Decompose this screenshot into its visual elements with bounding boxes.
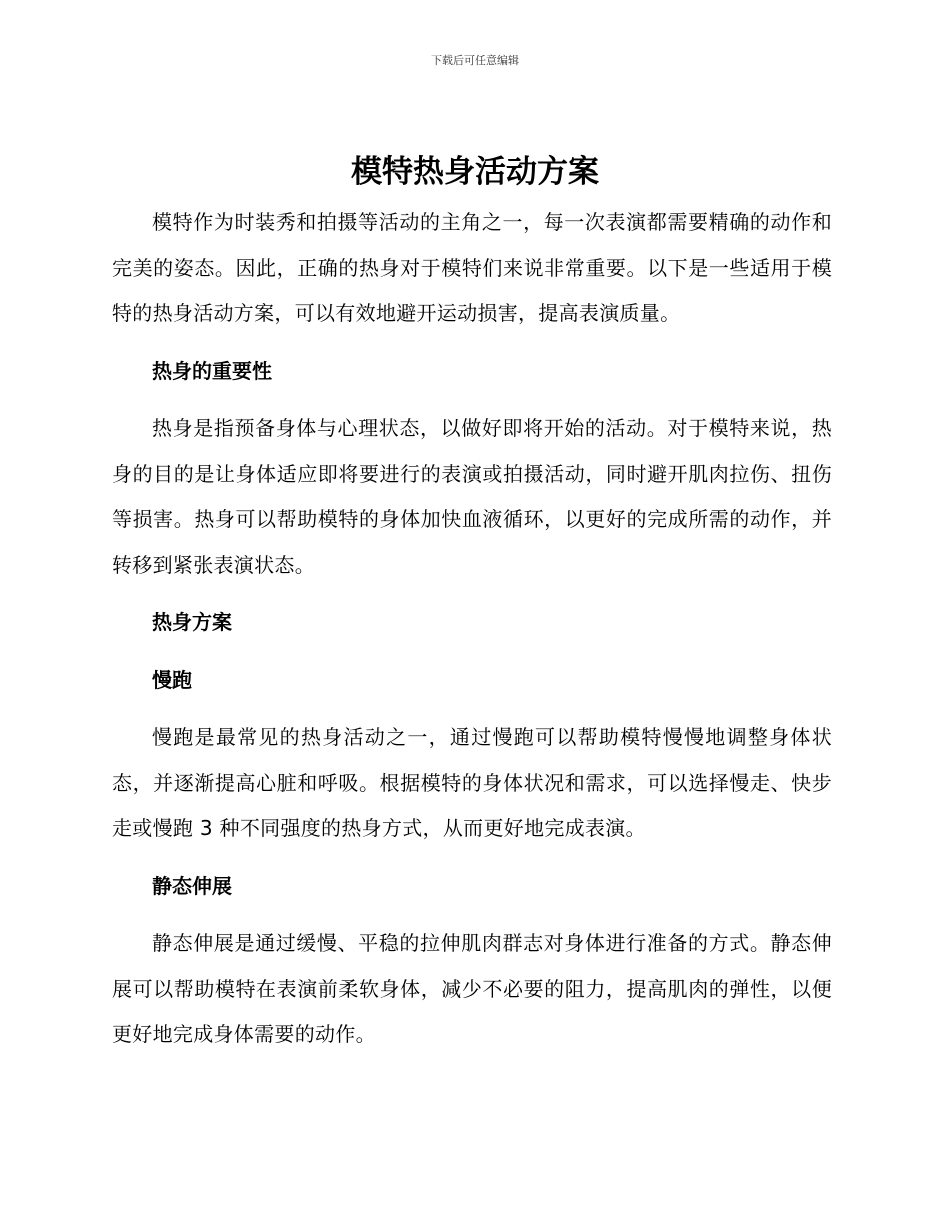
header-note: 下载后可任意编辑 [431,54,519,67]
heading-importance: 热身的重要性 [152,358,272,383]
document-title: 模特热身活动方案 [351,154,599,190]
heading-stretch: 静态伸展 [152,873,232,898]
stretch-paragraph: 静态伸展是通过缓慢、平稳的拉伸肌肉群志对身体进行准备的方式。静态伸展可以帮助模特在表演前柔软身体，减少不必要的阻力，提高肌肉的弹性，以便更好地完成身体需要的动作。 [112,931,832,1046]
intro-paragraph: 模特作为时装秀和拍摄等活动的主角之一，每一次表演都需要精确的动作和完美的姿态。因此，正确的热身对于模特们来说非常重要。以下是一些适用于模特的热身活动方案，可以有效地避开运动损害，提高表演质量。 [112,210,832,325]
importance-paragraph: 热身是指预备身体与心理状态，以做好即将开始的活动。对于模特来说，热身的目的是让身体适应即将要进行的表演或拍摄活动，同时避开肌肉拉伤、扭伤等损害。热身可以帮助模特的身体加快血液循环，以更好的完成所需的动作，并转移到紧张表演状态。 [112,416,832,577]
heading-jogging: 慢跑 [152,667,192,692]
document-body [112,200,832,1058]
heading-plan: 热身方案 [152,610,232,634]
jogging-paragraph: 慢跑是最常见的热身活动之一，通过慢跑可以帮助模特慢慢地调整身体状态，并逐渐提高心脏和呼吸。根据模特的身体状况和需求，可以选择慢走、快步走或慢跑 3 种不同强度的热身方式，从而更好地完成表演。 [112,725,832,840]
